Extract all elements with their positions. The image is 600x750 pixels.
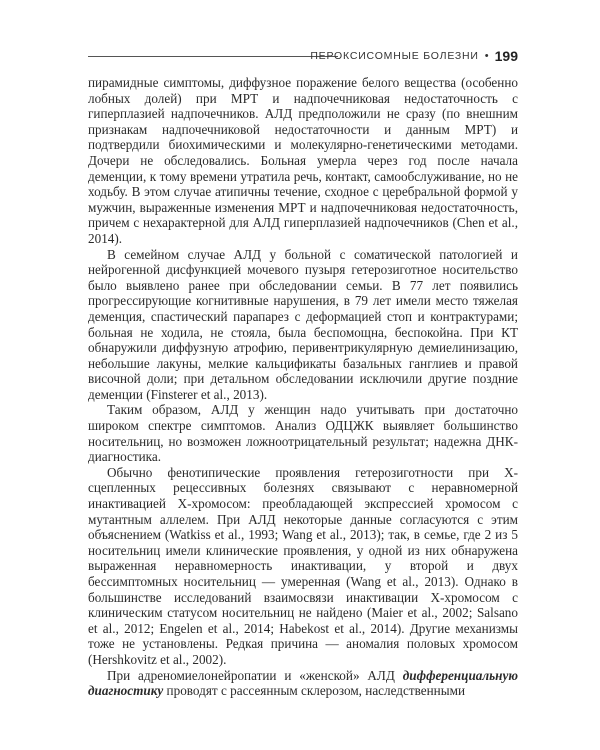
- body-text: [88, 75, 518, 699]
- paragraph-3: Таким образом, АЛД у женщин надо учитывать при достаточно широком спектре симптомов. Анализ ОДЦЖК выявляет большинство носительниц, но возможен ложноотрицательный результат; надежна ДНК-диагностика.: [88, 402, 518, 465]
- paragraph-4: Обычно фенотипические проявления гетерозиготности при Х-сцепленных рецессивных болезнях связывают с неравномерной инактивацией Х-хромосом: преобладающей экспрессией хромосом с мутантным аллелем. При АЛД некоторые данные согласуются с этим объяснением (Watkiss et al., 1993; Wang et al., 2013); так, в семье, где 2 из 5 носительниц имели клинические проявления, у одной из них обнаружена выраженная неравномерность инактивации, у второй и двух бессимптомных носительниц — умеренная (Wang et al., 2013). Однако в большинстве исследований взаимосвязи инактивации Х-хромосом с клиническим статусом носительниц не найдено (Maier et al., 2002; Salsano et al., 2012; Engelen et al., 2014; Habekost et al., 2014). Другие механизмы тоже не установлены. Редкая причина — аномалия половых хромосом (Hershkovitz et al., 2002).: [88, 464, 518, 667]
- page-number: 199: [494, 48, 518, 64]
- paragraph-5-end: проводят с рассеянным склерозом, наследственными: [163, 683, 466, 699]
- paragraph-1: пирамидные симптомы, диффузное поражение белого вещества (особенно лобных долей) при МРТ и надпочечниковая недостаточность с гиперплазией надпочечников. АЛД предположили не сразу (по внешним признакам надпочечниковой недостаточности и данным МРТ) и подтвердили биохимическими и молекулярно-генетическими методами. Дочери не обследовались. Больная умерла через год после начала деменции, к тому времени утратила речь, контакт, самообслуживание, но не ходьбу. В этом случае атипичны течение, сходное с церебральной формой у мужчин, выраженные изменения МРТ и надпочечниковая недостаточность, причем с нехарактерной для АЛД гиперплазией надпочечников (Chen et al., 2014).: [88, 75, 518, 246]
- paragraph-2: В семейном случае АЛД у больной с соматической патологией и нейрогенной дисфункцией мочевого пузыря гетерозиготное носительство было выявлено ранее при обследовании семьи. В 77 лет появились прогрессирующие когнитивные нарушения, в 79 лет имели место тяжелая деменция, спастический парапарез с деформацией стоп и контрактурами; больная не ходила, не стояла, была беспомощна, беспокойна. При КТ обнаружили диффузную атрофию, перивентрикулярную демиелинизацию, небольшие лакуны, мелкие кальцификаты базальных ганглиев и правой височной доли; при детальном обследовании исключили другие поздние деменции (Finsterer et al., 2013).: [88, 246, 518, 402]
- paragraph-5-start: При адреномиелонейропатии и «женской» АЛД: [107, 667, 403, 683]
- header-rule: [88, 56, 338, 57]
- emphasized-term: дифференциальную диагностику: [88, 667, 518, 699]
- section-title: ПЕРОКСИСОМНЫЕ БОЛЕЗНИ: [310, 50, 479, 62]
- header-text: [310, 46, 518, 66]
- paragraph-5: [88, 668, 518, 699]
- running-header: [88, 46, 518, 66]
- header-bullet: •: [484, 50, 489, 62]
